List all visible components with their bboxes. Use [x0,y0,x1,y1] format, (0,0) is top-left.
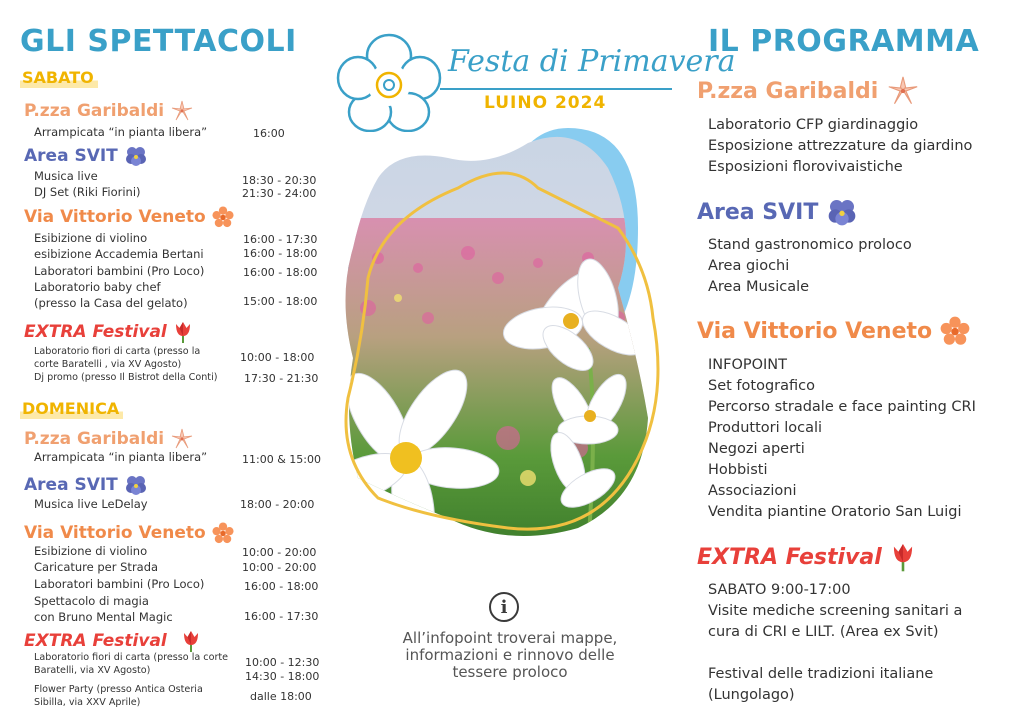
r-garibaldi-list [708,115,972,178]
event-name: Musica live [34,169,98,183]
event-time: 14:30 - 18:00 [245,670,320,683]
event-name: DJ Set (Riki Fiorini) [34,185,141,199]
event-time: 18:30 - 20:30 [242,174,317,187]
event-time: 18:00 - 20:00 [240,498,315,511]
event-name: Laboratori bambini (Pro Loco) [34,264,205,278]
event-time: 17:30 - 21:30 [244,372,319,385]
event-time: 16:00 [253,127,285,140]
list-item: Area giochi [708,258,790,274]
sun-veneto-heading [24,522,234,544]
list-item: Area Musicale [708,279,810,295]
event-time: 15:00 - 18:00 [243,295,318,308]
sat-veneto-label: Via Vittorio Veneto [24,207,206,227]
list-item: Percorso stradale e face painting CRI [708,399,976,415]
sat-svit-heading [24,144,148,168]
extra-line: SABATO 9:00-17:00 [708,582,851,598]
r-svit-heading [697,196,858,228]
list-item: INFOPOINT [708,357,788,373]
event-name: Laboratorio baby chef [34,280,161,294]
list-item: Esposizione attrezzature da giardino [708,138,973,154]
list-item: Negozi aperti [708,441,805,457]
info-line: informazioni e rinnovo delle [405,646,615,664]
event-name: Spettacolo di magia [34,594,149,608]
r-veneto-list [708,355,976,523]
r-veneto-heading [697,316,970,346]
list-item: Stand gastronomico proloco [708,237,912,253]
extra-line: Festival delle tradizioni italiane [708,666,934,682]
event-name: Laboratorio fiori di carta (presso la [34,346,201,357]
sun-extra-label: EXTRA Festival [24,631,167,651]
list-item: Laboratorio CFP giardinaggio [708,117,919,133]
list-item: Esposizioni florovivaistiche [708,159,903,175]
logo-subtitle: LUINO 2024 [484,93,607,113]
list-item: Associazioni [708,483,797,499]
event-name: Caricature per Strada [34,560,159,574]
event-time: 10:00 - 12:30 [245,656,320,669]
hero-flower-image [338,118,678,558]
forget-me-not-logo-icon [336,32,442,132]
event-name: Musica live LeDelay [34,497,148,511]
event-name: esibizione Accademia Bertani [34,247,204,261]
flower-icon [212,206,234,228]
flower-icon [940,316,970,346]
pansy-icon [826,196,858,228]
info-line: All’infopoint troverai mappe, [402,629,618,647]
event-name: Esibizione di violino [34,544,148,558]
sat-veneto-heading [24,206,234,228]
tulip-icon [181,629,201,653]
event-name: Flower Party (presso Antica Osteria [34,684,203,695]
sun-svit-label: Area SVIT [24,475,118,495]
event-name: Esibizione di violino [34,231,148,245]
extra-line: (Lungolago) [708,687,795,703]
sat-extra-heading [24,320,193,344]
event-name: Sibilla, via XXV Aprile) [34,697,141,708]
event-time: 11:00 & 15:00 [242,453,321,466]
tulip-icon [173,320,193,344]
sat-garibaldi-label: P.zza Garibaldi [24,101,165,121]
sun-extra-heading [24,629,201,653]
r-garibaldi-heading [697,74,920,108]
sun-garibaldi-label: P.zza Garibaldi [24,429,165,449]
event-time: 21:30 - 24:00 [242,187,317,200]
event-name: Laboratori bambini (Pro Loco) [34,577,205,591]
info-icon: i [489,592,519,622]
event-time: 16:00 - 17:30 [244,610,319,623]
event-name: Laboratorio fiori di carta (presso la corte [34,652,229,663]
event-time: 16:00 - 17:30 [243,233,318,246]
event-name: Arrampicata “in pianta libera” [34,125,208,139]
day-saturday: SABATO [20,68,98,88]
lily-icon [170,99,194,123]
event-name: Dj promo (presso Il Bistrot della Conti) [34,372,218,383]
r-garibaldi-label: P.zza Garibaldi [697,78,879,104]
extra-line: cura di CRI e LILT. (Area ex Svit) [708,624,939,640]
event-name: con Bruno Mental Magic [34,610,173,624]
pansy-icon [124,144,148,168]
r-svit-label: Area SVIT [697,199,819,225]
event-name: corte Baratelli , via XV Agosto) [34,359,182,370]
sat-svit-label: Area SVIT [24,146,118,166]
r-veneto-label: Via Vittorio Veneto [697,318,933,344]
logo-title: Festa di Primavera [448,44,736,79]
event-name: Arrampicata “in pianta libera” [34,450,208,464]
event-time: 10:00 - 18:00 [240,351,315,364]
list-item: Hobbisti [708,462,768,478]
event-time: 10:00 - 20:00 [242,561,317,574]
day-sunday: DOMENICA [20,399,123,419]
sun-veneto-label: Via Vittorio Veneto [24,523,206,543]
list-item: Set fotografico [708,378,815,394]
event-time: 16:00 - 18:00 [243,266,318,279]
r-extra-label: EXTRA Festival [697,544,882,570]
event-time: 10:00 - 20:00 [242,546,317,559]
extra-line: Visite mediche screening sanitari a [708,603,963,619]
event-time: 16:00 - 18:00 [244,580,319,593]
list-item: Produttori locali [708,420,823,436]
logo-underline [440,88,672,90]
tulip-icon [890,541,916,573]
shows-title: GLI SPETTACOLI [20,24,297,59]
sun-svit-heading [24,473,148,497]
lily-icon [170,427,194,451]
lily-icon [886,74,920,108]
sun-garibaldi-heading [24,427,194,451]
event-name: (presso la Casa del gelato) [34,296,188,310]
pansy-icon [124,473,148,497]
event-name: Baratelli, via XV Agosto) [34,665,151,676]
list-item: Vendita piantine Oratorio San Luigi [708,504,962,520]
sat-extra-label: EXTRA Festival [24,322,167,342]
r-svit-list [708,235,912,298]
flower-icon [212,522,234,544]
info-line: tessere proloco [452,663,568,681]
r-extra-heading [697,541,916,573]
event-time: 16:00 - 18:00 [243,247,318,260]
left-column [0,0,330,723]
event-time: dalle 18:00 [250,690,312,703]
program-title: IL PROGRAMMA [708,24,980,59]
sat-garibaldi-heading [24,99,194,123]
